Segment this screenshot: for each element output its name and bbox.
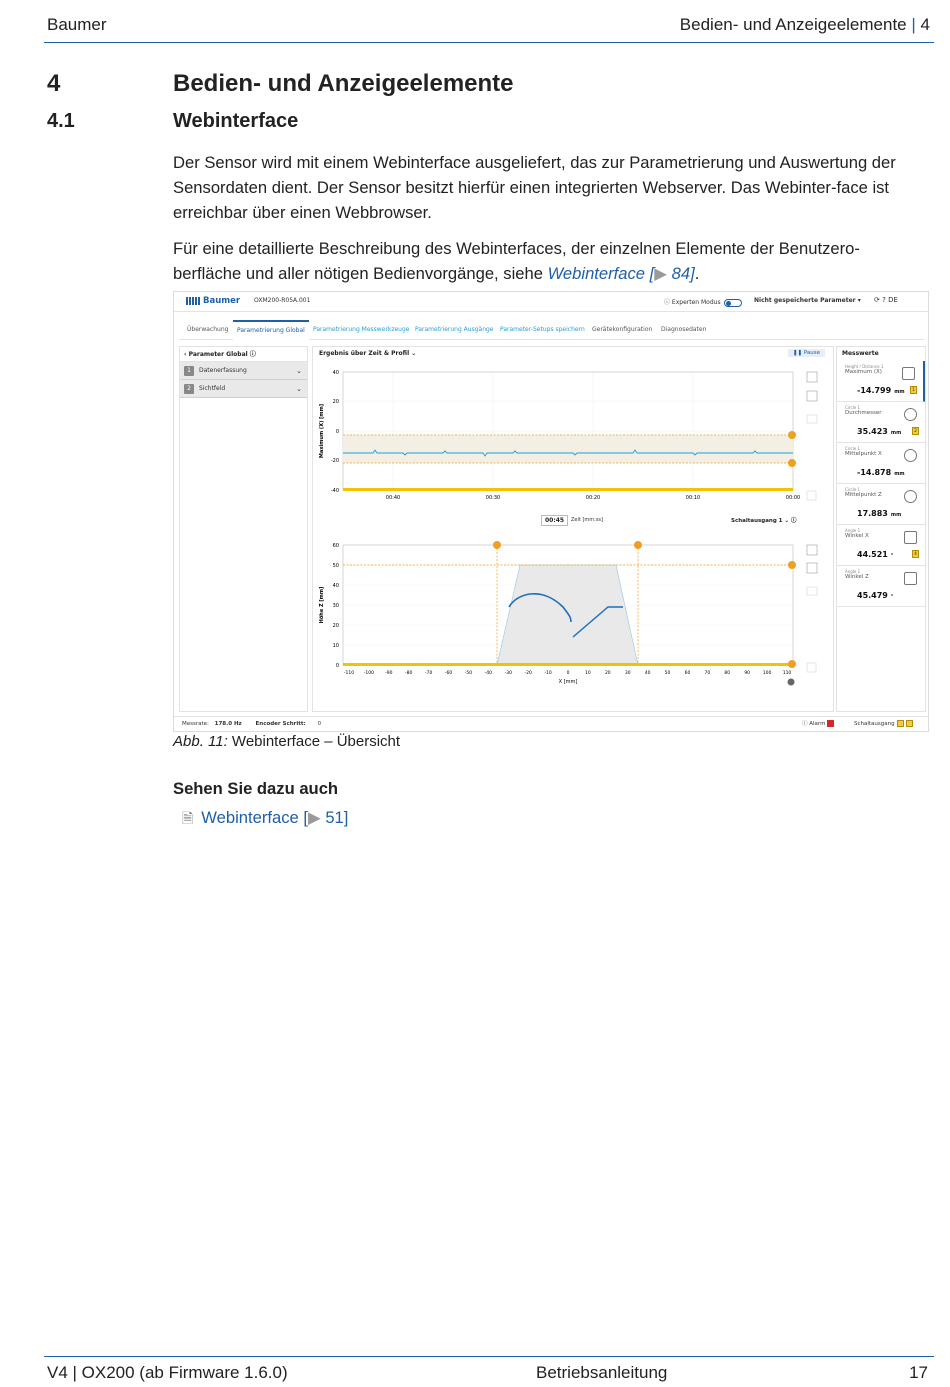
measurement-number: 35.423 <box>857 427 888 436</box>
measurement-card[interactable] <box>837 484 925 525</box>
alarm-label: Alarm <box>809 721 826 727</box>
chevron-down-icon: ⌄ <box>411 350 417 357</box>
see-also-link[interactable] <box>182 808 348 832</box>
encoder-step-label: Encoder Schritt: <box>255 721 306 727</box>
x-tick: -70 <box>424 671 433 676</box>
save-icon[interactable] <box>807 663 816 672</box>
header-separator: | <box>911 15 916 34</box>
page-arrow-icon: ▶ <box>307 808 321 827</box>
tolerance-band <box>343 435 793 463</box>
alarm-indicator <box>802 717 834 732</box>
parameter-group-sichtfeld[interactable] <box>180 380 307 398</box>
roi-top-handle[interactable] <box>788 561 796 569</box>
x-tick: -90 <box>385 671 393 676</box>
footer-version: V4 | OX200 (ab Firmware 1.6.0) <box>47 1363 288 1382</box>
measurement-tool: Angle 1 <box>845 569 861 574</box>
x-tick: -100 <box>363 671 375 676</box>
measurement-card[interactable] <box>837 525 925 566</box>
webinterface-screenshot <box>173 291 929 732</box>
measurement-value <box>857 427 901 436</box>
result-view-selector[interactable] <box>319 350 416 357</box>
device-model: OXM200-R05A.001 <box>254 297 311 304</box>
switching-output-selector[interactable]: Schaltausgang 1 ⌄ ⓘ <box>731 518 797 524</box>
x-tick: -20 <box>524 671 532 676</box>
x-tick: -40 <box>484 671 493 676</box>
result-panel <box>312 346 834 712</box>
y-axis-label: Maximum (X) [mm] <box>319 403 325 459</box>
encoder-step-value: 0 <box>317 721 321 727</box>
zero-bar <box>343 663 793 666</box>
x-tick: 00:20 <box>585 495 601 501</box>
step-number: 2 <box>184 384 194 394</box>
diameter-icon <box>904 408 917 421</box>
switching-output-label: Schaltausgang 1 <box>731 518 783 524</box>
measurement-label: Winkel Z <box>845 574 869 580</box>
info-icon: ⓘ <box>664 299 672 306</box>
header-chapter <box>680 15 930 35</box>
output-flag: 2 <box>912 427 919 435</box>
measurement-label: Winkel X <box>845 533 869 539</box>
angle-icon <box>904 531 917 544</box>
roi-left-handle[interactable] <box>493 541 501 549</box>
x-tick: 100 <box>762 671 772 676</box>
time-chart <box>313 367 833 527</box>
unsaved-parameters-menu[interactable] <box>754 297 861 304</box>
roi-right-handle[interactable] <box>634 541 642 549</box>
measurement-tool: Angle 1 <box>845 528 861 533</box>
header-chapter-number: 4 <box>920 15 930 34</box>
fit-view-icon[interactable] <box>807 587 817 595</box>
measurement-number: 45.479 <box>857 591 888 600</box>
chevron-down-icon: ▾ <box>857 297 861 304</box>
tab-ueberwachung[interactable]: Überwachung <box>187 326 229 333</box>
x-tick: 80 <box>724 671 731 676</box>
app-logo-text: Baumer <box>203 296 241 306</box>
footer-rule <box>44 1356 934 1357</box>
subsection-number: 4.1 <box>47 110 75 132</box>
save-icon[interactable] <box>807 491 816 500</box>
parameter-panel-title: Parameter Global <box>188 351 248 358</box>
language-selector[interactable]: DE <box>888 296 898 304</box>
x-tick: -110 <box>343 671 355 676</box>
result-view-label: Ergebnis über Zeit & Profil <box>319 350 410 357</box>
main-tabs <box>179 320 924 340</box>
measurement-tool: Circle 1 <box>845 487 861 492</box>
expert-mode-toggle[interactable] <box>664 297 742 307</box>
figure-caption <box>173 733 400 750</box>
measurement-number: -14.878 <box>857 468 892 477</box>
see-also-link-text: Webinterface [ <box>201 808 308 827</box>
x-tick: -30 <box>504 671 512 676</box>
parameter-panel <box>179 346 308 712</box>
x-tick: -60 <box>444 671 453 676</box>
webinterface-link-text: Webinterface [ <box>547 264 655 283</box>
output-flag: 4 <box>912 550 919 558</box>
header-company: Baumer <box>47 15 107 34</box>
section-title: Bedien- und Anzeigeelemente <box>173 70 514 97</box>
webinterface-link[interactable] <box>548 264 695 283</box>
info-icon: ⓘ <box>802 721 810 727</box>
measure-rate-value: 178.0 Hz <box>214 721 242 727</box>
reference-end: . <box>694 264 700 283</box>
measurement-number: 17.883 <box>857 509 888 518</box>
measurement-unit: ° <box>890 553 894 559</box>
pause-label: Pause <box>803 350 820 356</box>
page-arrow-icon: ▶ <box>654 264 668 283</box>
y-tick: -40 <box>330 488 339 494</box>
roi-bottom-handle[interactable] <box>788 660 796 668</box>
y-tick: 50 <box>332 563 339 569</box>
app-logo <box>186 296 240 306</box>
info-icon: ⓘ <box>790 518 797 524</box>
page-number: 17 <box>909 1363 928 1382</box>
chevron-down-icon: ⌄ <box>296 385 302 393</box>
measurement-label: Mittelpunkt Z <box>845 492 882 498</box>
measurement-unit: mm <box>890 512 902 518</box>
y-tick: 0 <box>335 429 339 435</box>
x-tick: 50 <box>664 671 671 676</box>
measurement-tool: Circle 1 <box>845 446 861 451</box>
x-tick: 40 <box>644 671 651 676</box>
y-tick: -20 <box>330 458 339 464</box>
x-tick: 110 <box>782 671 792 676</box>
measurement-tool: Height / Distance 1 <box>845 364 884 369</box>
x-tick: -80 <box>405 671 413 676</box>
x-tick: 10 <box>585 671 591 676</box>
x-tick: 00:40 <box>385 495 401 501</box>
subsection-title: Webinterface <box>173 110 299 132</box>
parameter-group-label: Sichtfeld <box>199 385 226 392</box>
see-also-heading: Sehen Sie dazu auch <box>173 779 339 798</box>
switching-output-indicator <box>854 717 913 732</box>
y-tick: 60 <box>332 543 339 549</box>
measurement-value <box>857 509 901 518</box>
x-tick: 00:00 <box>785 495 801 501</box>
intro-paragraph: Der Sensor wird mit einem Webinterface ausgeliefert, das zur Parametrierung und Auswertung der Sensordaten dient. Der Sensor besitzt hierfür einen integrierten Webserver. Das Webinter-face ist erreichbar über einen Webbrowser. <box>173 153 896 222</box>
measurement-value <box>857 386 905 395</box>
measurement-label: Durchmesser <box>845 410 882 416</box>
app-topbar <box>174 292 929 312</box>
tab-geraetekonfiguration[interactable]: Gerätekonfiguration <box>592 326 653 333</box>
figure-number: Abb. 11: <box>173 733 228 750</box>
measurement-card[interactable] <box>837 566 925 607</box>
measurement-value <box>857 550 893 559</box>
measurement-value <box>857 591 893 600</box>
lower-limit-handle[interactable] <box>788 459 796 467</box>
info-icon: ⓘ <box>249 351 256 358</box>
center-point-icon <box>904 449 917 462</box>
x-tick: -10 <box>544 671 552 676</box>
y-tick: 40 <box>332 370 339 376</box>
x-tick: -50 <box>464 671 473 676</box>
x-tick: 0 <box>566 671 570 676</box>
pause-icon: ❚❚ <box>792 350 804 356</box>
output-flag: 1 <box>910 386 917 394</box>
zero-bar <box>343 488 793 491</box>
step-number: 1 <box>184 366 194 376</box>
measurement-card[interactable] <box>837 443 925 484</box>
x-tick: 60 <box>684 671 691 676</box>
center-point-icon <box>904 490 917 503</box>
x-tick: 30 <box>624 671 631 676</box>
time-value-field[interactable]: 00:45 <box>541 515 568 526</box>
measurement-number: 44.521 <box>857 550 888 559</box>
time-axis-label: Zeit [mm:ss] <box>571 517 603 523</box>
x-axis-label: X [mm] <box>558 679 578 685</box>
measurements-panel <box>836 346 926 712</box>
angle-icon <box>904 572 917 585</box>
y-tick: 20 <box>332 623 339 629</box>
parameter-group-datenerfassung[interactable] <box>180 362 307 380</box>
expert-mode-label: Experten Modus <box>671 299 721 306</box>
y-axis-label: Höhe Z [mm] <box>319 586 325 624</box>
measurement-card[interactable] <box>837 402 925 443</box>
roi-edit-icon[interactable] <box>807 563 817 573</box>
unsaved-label: Nicht gespeicherte Parameter <box>754 297 856 304</box>
measurement-value <box>857 468 905 477</box>
measurement-unit: ° <box>890 594 894 600</box>
y-tick: 20 <box>332 399 339 405</box>
measurement-unit: mm <box>894 471 905 477</box>
profile-chart <box>313 537 833 707</box>
zoom-select-icon[interactable] <box>807 545 817 555</box>
upload-icon[interactable]: ⟳ <box>874 296 880 304</box>
fit-view-icon[interactable] <box>807 415 817 423</box>
switching-output-status-label: Schaltausgang <box>854 721 895 727</box>
tab-diagnosedaten[interactable]: Diagnosedaten <box>661 326 707 333</box>
measurement-label: Mittelpunkt X <box>845 451 882 457</box>
see-also-link-page: 51] <box>320 808 349 827</box>
header-rule <box>44 42 934 43</box>
webinterface-link-page: 84] <box>667 264 695 283</box>
header-chapter-title: Bedien- und Anzeigeelemente <box>679 15 907 34</box>
measurement-label: Maximum (X) <box>845 369 882 375</box>
figure-caption-text: Webinterface – Übersicht <box>227 733 401 750</box>
toggle-switch[interactable] <box>724 299 742 307</box>
footer-document-type: Betriebsanleitung <box>536 1363 668 1382</box>
section-number: 4 <box>47 70 61 97</box>
parameter-panel-header <box>180 347 307 362</box>
x-tick: 20 <box>604 671 611 676</box>
back-chevron-icon[interactable]: ‹ <box>184 351 187 358</box>
help-icon[interactable]: ? <box>882 296 886 304</box>
height-tool-icon <box>902 367 915 380</box>
profile-region <box>497 565 638 665</box>
tab-parametrierung-ausgaenge[interactable]: Parametrierung Ausgänge <box>415 326 494 333</box>
info-icon[interactable] <box>788 679 795 686</box>
output-lamp-2 <box>906 720 913 727</box>
alarm-lamp <box>827 720 834 727</box>
measurement-unit: mm <box>890 430 902 436</box>
measure-rate-label: Messrate: <box>182 721 209 727</box>
reference-paragraph <box>173 236 928 286</box>
y-tick: 40 <box>332 583 339 589</box>
y-tick: 0 <box>335 663 339 669</box>
zoom-select-icon[interactable] <box>807 372 817 382</box>
measurement-unit: mm <box>894 389 905 395</box>
tab-parameter-setups[interactable]: Parameter-Setups speichern <box>500 326 585 333</box>
x-tick: 90 <box>744 671 751 676</box>
pause-button[interactable] <box>788 349 825 357</box>
parameter-group-label: Datenerfassung <box>199 367 247 374</box>
zoom-axis-icon[interactable] <box>807 391 817 401</box>
topbar-icons <box>874 296 898 304</box>
y-tick: 30 <box>332 603 339 609</box>
measurement-number: -14.799 <box>857 386 892 395</box>
reference-text: Für eine detaillierte Beschreibung des Webinterfaces, der einzelnen Elemente der Benutzero-berfläche und aller nötigen Bedienvorgänge, siehe <box>173 239 860 283</box>
x-tick: 70 <box>704 671 711 676</box>
output-lamp-1 <box>897 720 904 727</box>
measurement-card[interactable] <box>837 361 925 402</box>
measurements-header: Messwerte <box>842 350 879 357</box>
x-tick: 00:10 <box>685 495 701 501</box>
logo-bars-icon <box>186 297 200 305</box>
x-ticks <box>344 670 792 676</box>
status-bar <box>174 716 929 732</box>
upper-limit-handle[interactable] <box>788 431 796 439</box>
tab-parametrierung-global[interactable]: Parametrierung Global <box>233 320 309 340</box>
document-icon: 🗎 <box>182 810 194 826</box>
y-tick: 10 <box>332 643 339 649</box>
chevron-down-icon: ⌄ <box>296 367 302 375</box>
tab-parametrierung-messwerkzeuge[interactable]: Parametrierung Messwerkzeuge <box>313 326 410 333</box>
x-tick: 00:30 <box>485 495 501 501</box>
measurement-tool: Circle 1 <box>845 405 861 410</box>
